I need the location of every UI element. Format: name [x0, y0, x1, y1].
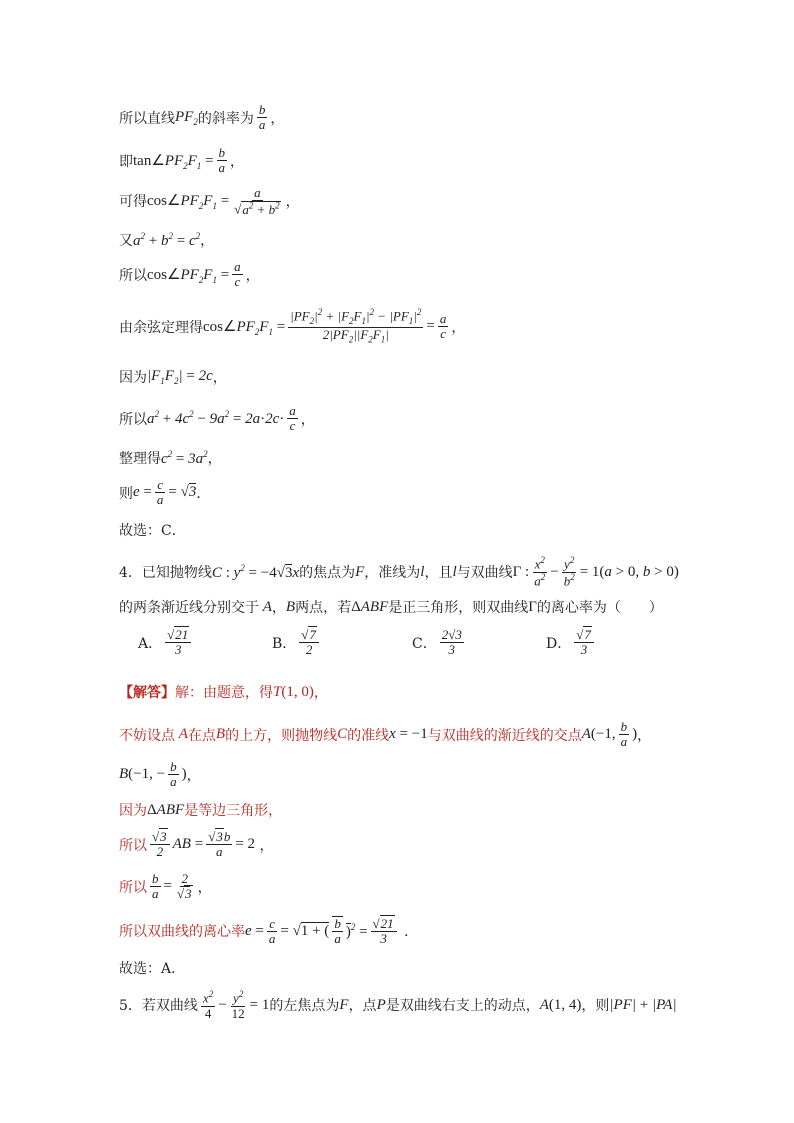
option-d[interactable]	[546, 628, 597, 658]
text: 整理得	[119, 451, 161, 467]
option-fraction: $\frac{√21}{3}$	[165, 628, 191, 658]
answer-header: 【解答】 解：由题意，得 T(1, 0) ，	[119, 683, 328, 701]
option-fraction: $\frac{2√3}{3}$	[441, 627, 462, 658]
question-4-line2: 的两条渐近线分别交于 A ， B 两点，若 ΔABF 是正三角形，则双曲线 Γ 的离心率为（ ）	[119, 598, 663, 616]
math-cos: $\cos\angle PF_2F_1$ =	[147, 193, 230, 212]
math-gamma: Γ	[528, 598, 537, 615]
line-cos2: 所以 $\cos\angle PF_2F_1$ = $\frac{a}{c}$ ，	[119, 259, 260, 290]
text: 又	[119, 233, 133, 249]
line-cos: 可得 $\cos\angle PF_2F_1$ = $\frac{a}{√a^2 + b^2}$ ，	[119, 185, 300, 217]
text: 因为	[119, 370, 147, 386]
math-f1f2: $|F_1F_2| = 2c$	[147, 368, 213, 386]
math-F: F	[355, 563, 365, 580]
text: 所以	[119, 267, 147, 284]
answer-line-5: 所以 $\frac{b}{a}$ = $\frac{2}{√3}$ ，	[119, 871, 212, 902]
fraction-y2-12: $\frac{y^2}{12}$	[231, 989, 245, 1021]
text: 的两条渐近线分别交于	[119, 600, 259, 616]
text: 所以双曲线的离心率	[119, 924, 245, 941]
math-cos2: $\cos\angle PF_2F_1$ =	[147, 266, 230, 285]
fraction-a-over-c: $\frac{a}{c}$	[439, 310, 447, 342]
line-tan: 即 $\tan\angle PF_2F_1$ = $\frac{b}{a}$ ，	[119, 145, 244, 176]
text: 的离心率为（ ）	[536, 600, 663, 616]
math-x: x = −1	[389, 726, 428, 743]
fraction-b-over-a: $\frac{b}{a}$	[170, 759, 177, 790]
answer-line-4: 所以 $\frac{√3}{2}$ AB = $\frac{√3b}{a}$ = 2 ，	[119, 829, 274, 860]
answer-line-6: 所以双曲线的离心率 e = $\frac{c}{a}$ = √1 + ( $\frac{b}{a}$ )$^2$ = $\frac{√21}{3}$ ．	[119, 915, 419, 947]
answer-text: 解：由题意，得	[175, 685, 273, 701]
fraction-cos: $\frac{a}{√a^2 + b^2}$	[234, 185, 280, 217]
answer-line-2: B(−1, − $\frac{b}{a}$ ) ，	[119, 759, 201, 790]
text: 的准线	[347, 727, 390, 744]
answer-line-1: 不妨设点 A 在点 B 的上方，则抛物线 C 的准线 x = −1 与双曲线的渐近线的交点 A(−1, $\frac{b}{a}$ ) ，	[119, 719, 652, 750]
text: ，且	[424, 565, 453, 582]
math-A: A	[175, 726, 188, 743]
math-abc: $a^2 + b^2 = c^2$	[133, 230, 201, 249]
answer-tag: 【解答】	[119, 685, 175, 701]
text: 的斜率为	[197, 110, 254, 127]
math-point-B: B(−1, −	[119, 766, 166, 783]
math-gamma: Γ :	[512, 563, 530, 580]
math-l: l	[452, 563, 457, 580]
text: 故选：A．	[119, 961, 186, 977]
text: 是正三角形，则双曲线	[388, 600, 529, 616]
math-pf2: $PF_2$	[175, 108, 198, 127]
text: 所以	[119, 879, 147, 896]
text: ，准线为	[364, 565, 421, 582]
text: 是双曲线右支上的动点，	[385, 998, 540, 1015]
line-simplify: 整理得 $c^2 = 3a^2$ ，	[119, 448, 222, 467]
text: 在点	[187, 727, 216, 744]
option-letter: D．	[546, 635, 572, 652]
line-cosine-law: 由余弦定理得 $\cos\angle PF_2F_1$ = $\frac{|PF_2|^2 + |F_2F_1|^2 - |PF_1|^2}{2|PF_2||F_2F_1|}$ = $\frac{a}{c}$ ，	[119, 307, 466, 345]
text: 则	[119, 485, 133, 502]
text: 所以	[119, 837, 147, 854]
math-triangle: ΔABF	[351, 598, 389, 615]
text: 即	[119, 153, 133, 170]
option-letter: C．	[412, 635, 437, 652]
answer-line-7	[119, 958, 185, 978]
math-l: l	[420, 563, 425, 580]
fraction-c-over-a: $\frac{c}{a}$	[156, 477, 164, 508]
fraction-y2-b2: $\frac{y^2}{b^2}$	[563, 555, 575, 588]
fraction-sqrt21-over-3: $\frac{√21}{3}$	[371, 917, 397, 947]
line-ecc: 则 e = $\frac{c}{a}$ = √3 ．	[119, 477, 211, 508]
option-fraction: $\frac{√7}{2}$	[299, 628, 319, 658]
math-F: F	[339, 996, 349, 1013]
text: 5．若双曲线	[119, 998, 198, 1015]
option-a[interactable]	[138, 628, 194, 658]
fraction-b-over-a: $\frac{b}{a}$	[218, 145, 225, 176]
fraction-b-over-a: $\frac{b}{a}$	[334, 916, 341, 947]
option-letter: B．	[272, 635, 297, 652]
fraction-sqrt3-over-2: $\frac{√3}{2}$	[150, 830, 170, 860]
math-B: B	[215, 726, 226, 743]
math-sum: |PF| + |PA|	[609, 996, 677, 1013]
options-row	[138, 628, 738, 664]
question-4-line1: 4．已知抛物线 C : $y^2 = -4√3x$ 的焦点为 F ，准线为 l ，且 l 与双曲线 Γ : $\frac{x^2}{a^2}$ − $\frac{y^2}{b^2}$ = 1(a > 0, b > 0)	[119, 555, 679, 588]
text: 因为	[119, 803, 147, 819]
fraction-b-over-a: $\frac{b}{a}$	[258, 102, 266, 133]
fraction-cosine-law: $\frac{|PF_2|^2 + |F_2F_1|^2 - |PF_1|^2}{2|PF_2||F_2F_1|}$	[290, 307, 422, 345]
option-b[interactable]	[272, 628, 322, 658]
text: 不妨设点	[119, 727, 175, 744]
fraction-a-over-c: $\frac{a}{c}$	[289, 403, 296, 434]
math-eq: $a^2 + 4c^2 - 9a^2 = 2a\cdot 2c\cdot$	[147, 409, 285, 428]
line-equation: 所以 $a^2 + 4c^2 - 9a^2 = 2a\cdot 2c\cdot$ $\frac{a}{c}$ ，	[119, 403, 315, 434]
option-c[interactable]	[412, 628, 467, 658]
question-5: 5．若双曲线 $\frac{x^2}{4}$ − $\frac{y^2}{12}$ = 1 的左焦点为 F ，点 P 是双曲线右支上的动点， A(1, 4) ，则 |PF| + |PA|	[119, 989, 677, 1021]
math-triangle: ΔABF	[147, 801, 185, 818]
line-f1f2: 因为 $|F_1F_2| = 2c$ ，	[119, 368, 227, 386]
text: ，则	[581, 998, 610, 1015]
text: 由余弦定理得	[119, 319, 203, 336]
fraction-x2-a2: $\frac{x^2}{a^2}$	[534, 555, 546, 588]
text: 是等边三角形，	[184, 803, 283, 819]
math-P: P	[376, 996, 386, 1013]
line-choice-c	[119, 520, 186, 540]
math-B: B	[285, 598, 296, 615]
text: 所以直线	[119, 110, 175, 127]
math-point-A: A(−1,	[581, 726, 616, 743]
math-C: C	[337, 726, 348, 743]
option-fraction: $\frac{√7}{3}$	[574, 628, 594, 658]
text: ，点	[348, 998, 377, 1015]
math-A: A	[259, 598, 272, 615]
math-cos3: $\cos\angle PF_2F_1$ =	[203, 318, 286, 337]
text: 所以	[119, 411, 147, 428]
text: 与双曲线	[456, 565, 513, 582]
text: 两点，若	[295, 600, 352, 616]
text: 4．已知抛物线	[119, 565, 212, 582]
math-e: e =	[245, 922, 264, 939]
math-c2: $c^2 = 3a^2$	[161, 448, 208, 467]
fraction-2-over-sqrt3: $\frac{2}{√3}$	[176, 871, 192, 902]
line-abc: 又 $a^2 + b^2 = c^2$ ，	[119, 230, 215, 249]
fraction-a-over-c: $\frac{a}{c}$	[234, 259, 241, 290]
math-e: e =	[133, 484, 152, 501]
text: 故选：C．	[119, 523, 186, 539]
fraction-sqrt3b-over-a: $\frac{√3b}{a}$	[208, 829, 231, 860]
line-slope: 所以直线 $PF_2$ 的斜率为 $\frac{b}{a}$ ，	[119, 102, 285, 133]
math-tan: $\tan\angle PF_2F_1$ =	[133, 152, 214, 171]
text: 可得	[119, 194, 147, 211]
fraction-x2-4: $\frac{x^2}{4}$	[202, 989, 214, 1021]
math-A-point: A(1, 4)	[539, 996, 582, 1013]
math-T: T(1, 0)	[273, 683, 314, 700]
fraction-c-over-a: $\frac{c}{a}$	[268, 915, 276, 946]
fraction-b-over-a: $\frac{b}{a}$	[152, 871, 159, 902]
fraction-b-over-a: $\frac{b}{a}$	[620, 719, 628, 750]
text: 的上方，则抛物线	[225, 727, 338, 744]
text: 的左焦点为	[269, 998, 340, 1015]
math-parabola: C : $y^2 = -4√3x$	[211, 562, 300, 581]
option-letter: A．	[138, 635, 163, 652]
text: 的焦点为	[299, 565, 356, 582]
answer-line-3	[119, 800, 282, 820]
text: 与双曲线的渐近线的交点	[427, 727, 582, 744]
